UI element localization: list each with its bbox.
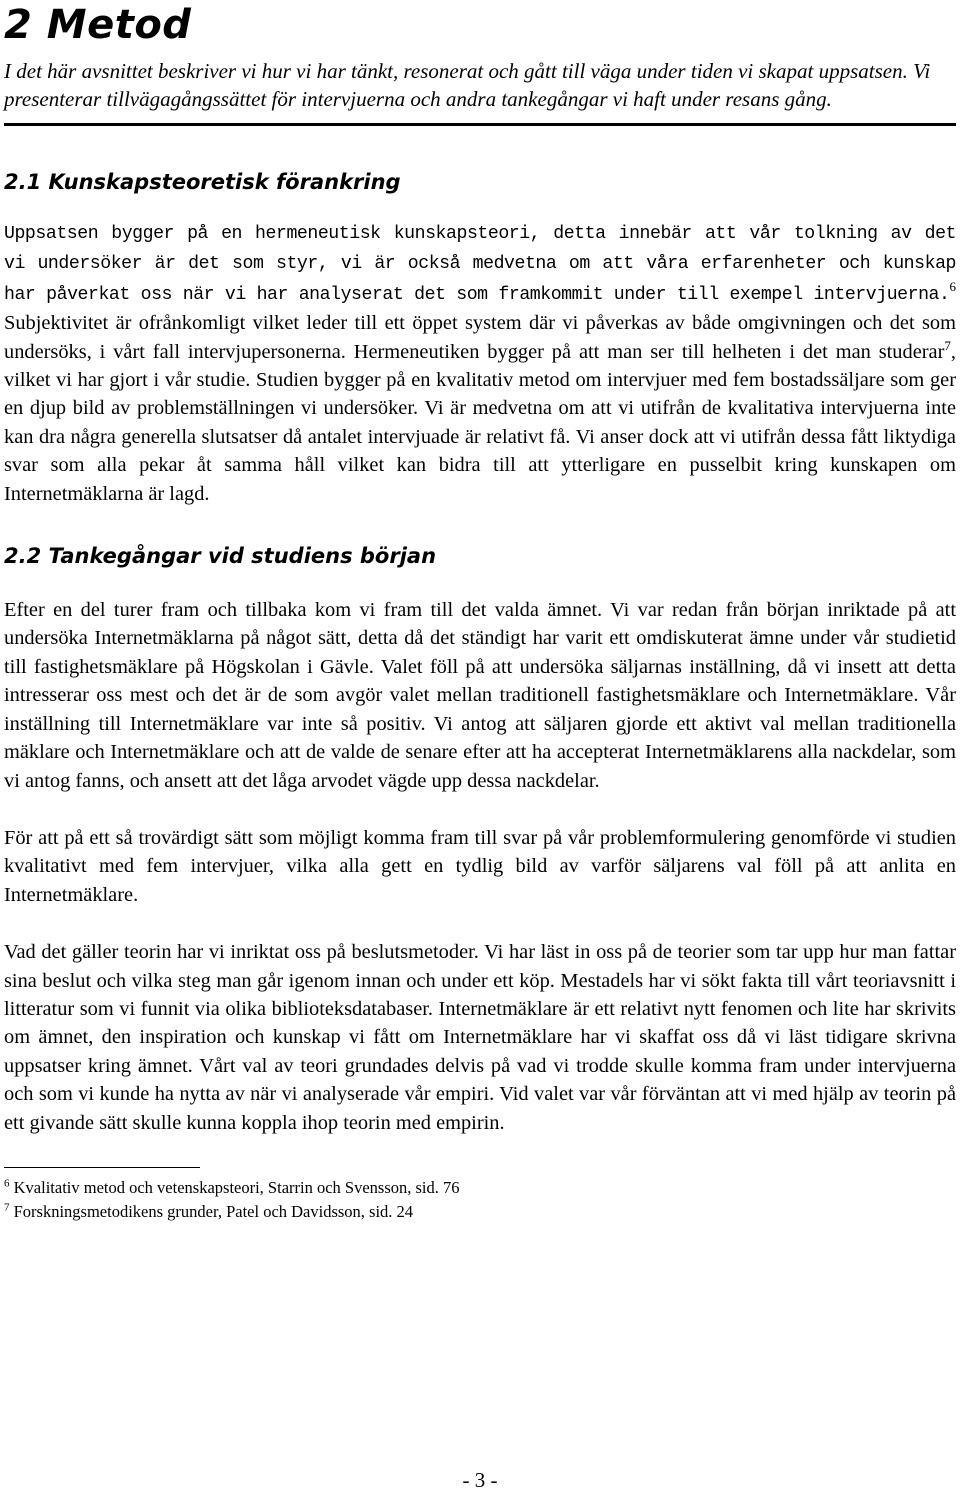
heading-rule bbox=[4, 123, 956, 126]
section-heading-2-2: 2.2 Tankegångar vid studiens början bbox=[4, 544, 437, 569]
section-2-2-paragraph-1: Efter en del turer fram och tillbaka kom vi fram till det valda ämnet. Vi var redan från början inriktade på att undersöka Internetmäklarna på något sätt, detta då det ständigt har varit ett omdiskuterat ämne under vår studietid till fastighetsmäklare på Högskolan i Gävle. Valet föll på att undersöka säljarnas inställning, då vi insett att detta intresserar oss mest och det är de som avgör valet mellan traditionell fastighetsmäklare och Internetmäklare. Vår inställning till Internetmäklare var inte så positiv. Vi antog att säljaren gjorde ett aktivt val mellan traditionella mäklare och Internetmäklare och att de valde de senare efter att ha accepterat Internetmäklarens alla nackdelar, som vi antog fanns, och ansett att det låga arvodet vägde upp dessa nackdelar. bbox=[4, 599, 956, 792]
section-2-2-paragraph-3: Vad det gäller teorin har vi inriktat oss på beslutsmetoder. Vi har läst in oss på de teorier som tar upp hur man fattar sina beslut och vilka steg man går igenom innan och under ett köp. Mestadels har vi sökt fakta till vårt teoriavsnitt i litteratur som vi funnit via olika biblioteksdatabaser. Internetmäklare är ett relativt nytt fenomen och lite har skrivits om ämnet, den inspiration och kunskap vi fått om Internetmäklare har vi skaffat oss då vi läst tidigare skrivna uppsatser kring ämnet. Vårt val av teori grundades delvis på vad vi trodde skulle komma fram under intervjuerna och som vi kunde ha nytta av när vi analyserade vår empiri. Vid valet var vår förväntan att vi med hjälp av teorin på ett givande sätt skulle kunna koppla ihop teorin med empirin. bbox=[4, 941, 956, 1134]
section-2-1-paragraph bbox=[4, 218, 956, 508]
page-number: - 3 - bbox=[462, 1468, 498, 1492]
section-heading-2-1: 2.1 Kunskapsteoretisk förankring bbox=[4, 170, 401, 194]
document-page bbox=[4, 0, 956, 1224]
footnote-7 bbox=[4, 1200, 956, 1224]
paragraph-text: Subjektivitet är ofrånkomligt vilket leder till ett öppet system där vi påverkas av både omgivningen och det som undersöks, i vårt fall intervjupersonerna. Hermeneutiken bygger på att man ser till helheten i det man studerar bbox=[4, 312, 956, 363]
footnote-text: Forskningsmetodikens grunder, Patel och Davidsson, sid. 24 bbox=[13, 1201, 414, 1221]
footnote-ref-6: 6 bbox=[949, 279, 956, 295]
footnote-6 bbox=[4, 1176, 956, 1200]
chapter-title: 2 Metod bbox=[4, 2, 192, 48]
footnote-ref-7: 7 bbox=[944, 337, 951, 353]
footnote-text: Kvalitativ metod och vetenskapsteori, Starrin och Svensson, sid. 76 bbox=[13, 1177, 460, 1197]
monospace-text: Uppsatsen bygger på en hermeneutisk kunskapsteori, detta innebär att vår tolkning av det vi undersöker är det som styr, vi är också medvetna om att våra erfarenheter och kunskap har påverkat oss när vi har analyserat det som framkommit under till exempel intervjuerna. bbox=[4, 224, 956, 305]
footnote-number: 7 bbox=[4, 1201, 10, 1214]
paragraph-text: , vilket vi har gjort i vår studie. Studien bygger på en kvalitativ metod om intervjuer med fem bostadssäljare som ger en djup bild av problemställningen vi undersöker. Vi är medvetna om att vi utifrån de kvalitativa intervjuerna inte kan dra några generella slutsatser då antalet intervjuade är relativt få. Vi anser dock att vi utifrån dessa fått liktydiga svar som alla pekar åt samma håll vilket kan bidra till att ytterligare en pusselbit kring kunskapen om Internetmäklarna är lagd. bbox=[4, 340, 956, 505]
chapter-intro: I det här avsnittet beskriver vi hur vi har tänkt, resonerat och gått till väga under tiden vi skapat uppsatsen. Vi presenterar tillvägagångssättet för intervjuerna och andra tankegångar vi haft under resans gång. bbox=[4, 59, 931, 111]
footnote-number: 6 bbox=[4, 1177, 10, 1190]
section-2-2-paragraph-2: För att på ett så trovärdigt sätt som möjligt komma fram till svar på vår problemformulering genomförde vi studien kvalitativt med fem intervjuer, vilka alla gett en tydlig bild av varför säljarens val föll på att anlita en Internetmäklare. bbox=[4, 826, 956, 906]
footnote-separator bbox=[4, 1167, 200, 1168]
